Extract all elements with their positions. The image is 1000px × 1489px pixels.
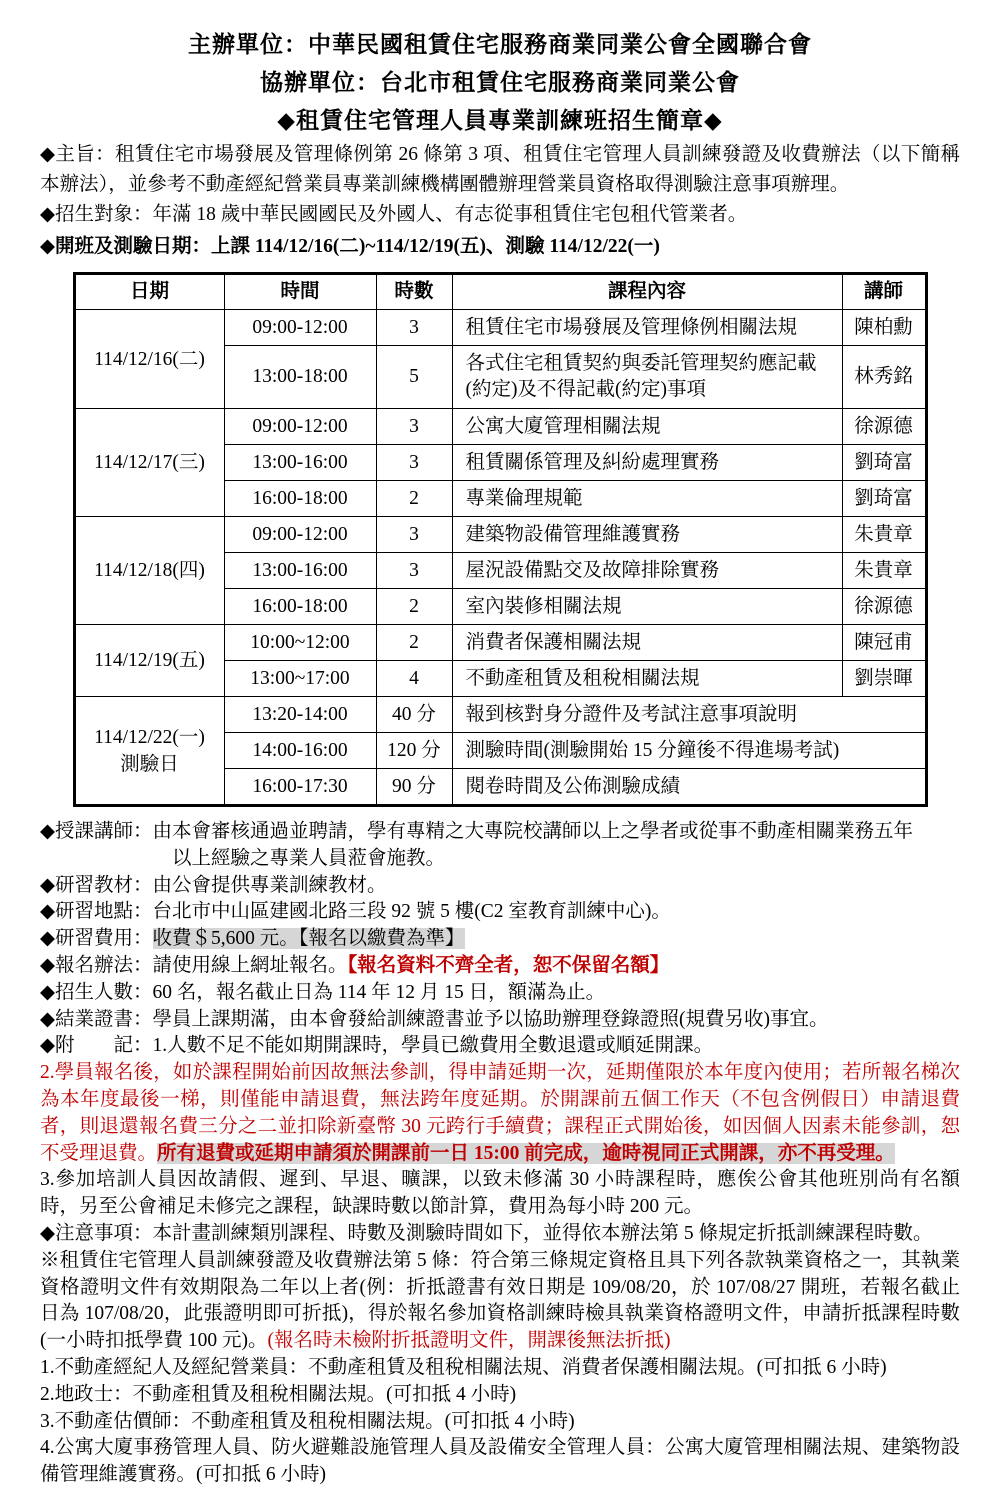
exam-date: 114/12/22(一) [94,726,205,748]
fee-note [40,926,960,953]
hours-cell: 3 [376,409,452,445]
hours-cell: 3 [376,445,452,481]
date-cell: 114/12/18(四) [74,517,224,625]
header-lecturer: 講師 [842,274,926,310]
refund-text: 2.學員報名後，如於課程開始前因故無法參訓，得申請延期一次，延期僅限於本年度內使用；若所報名梯次為本年度最後一梯，則僅能申請退費，無法跨年度延期。於開課前五個工作天（不包含例假日）申請退費者，則退還報名費三分之二並扣除新臺幣 30 元跨行手續費；課程正式開始後，如因個人因素未能參訓，恕不受理退費。 [40,1062,960,1164]
header-hours: 時數 [376,274,452,310]
hours-cell: 90 分 [376,769,452,806]
signup-label: ◆報名辦法：請使用線上網址報名。 [40,954,348,976]
table-row [74,310,926,346]
quota-note: ◆招生人數：60 名，報名截止日為 114 年 12 月 15 日，額滿為止。 [40,981,606,1003]
attention-note: ◆注意事項：本計畫訓練類別課程、時數及測驗時間如下，並得依本辦法第 5 條規定折抵訓練課程時數。 [40,1222,933,1244]
lecturer-cell: 朱貴章 [842,517,926,553]
dates-line [40,230,960,263]
deduction-item-1: 1.不動產經紀人及經紀營業員：不動產租賃及租稅相關法規、消費者保護相關法規。(可扣抵 6 小時) [40,1356,887,1378]
content-cell: 報到核對身分證件及考試注意事項說明 [452,697,926,733]
content-cell: 公寓大廈管理相關法規 [452,409,842,445]
organizer-line: 主辦單位：中華民國租賃住宅服務商業同業公會全國聯合會 [188,32,812,57]
time-cell: 16:00-18:00 [224,589,376,625]
content-cell: 測驗時間(測驗開始 15 分鐘後不得進場考試) [452,733,926,769]
header-content: 課程內容 [452,274,842,310]
co-organizer-line: 協辦單位：台北市租賃住宅服務商業同業公會 [260,70,740,95]
deduction-paragraph [40,1248,960,1355]
lecturer-cell: 陳柏勳 [842,310,926,346]
content-cell: 閱卷時間及公佈測驗成績 [452,769,926,806]
table-row [74,697,926,733]
date-cell: 114/12/19(五) [74,625,224,697]
lecturer-cell: 朱貴章 [842,553,926,589]
hours-cell: 2 [376,481,452,517]
header-date: 日期 [74,274,224,310]
lecturers-note-line2: 以上經驗之專業人員蒞會施教。 [172,847,446,869]
target-paragraph: ◆招生對象：年滿 18 歲中華民國國民及外國人、有志從事租賃住宅包租代管業者。 [40,204,748,225]
hours-cell: 2 [376,589,452,625]
content-cell: 租賃住宅市場發展及管理條例相關法規 [452,310,842,346]
hours-cell: 4 [376,661,452,697]
time-cell: 13:00-16:00 [224,445,376,481]
lecturers-note-line1: ◆授課講師：由本會審核通過並聘請，學有專精之大專院校講師以上之學者或從事不動產相關業務五年 [40,821,913,842]
deduction-text: ※租賃住宅管理人員訓練發證及收費辦法第 5 條：符合第三條規定資格且具下列各款執業資格之一，其執業資格證明文件有效期限為二年以上者(例：折抵證書有效日期是 109/08/20，於 107/08/27 開班，若報名截止日為 107/08/20，此張證明即可折抵)，得於報名參加資格訓練時檢具執業資格證明文件，申請折抵課程時數(一小時扣抵學費 100 元)。 [40,1249,960,1352]
time-cell: 09:00-12:00 [224,517,376,553]
hours-cell: 3 [376,310,452,346]
content-cell: 建築物設備管理維護實務 [452,517,842,553]
lecturer-cell: 林秀銘 [842,346,926,409]
schedule-table [73,272,928,807]
exam-date-note: 測驗日 [120,753,179,775]
table-row [74,409,926,445]
signup-note [40,953,960,980]
time-cell: 13:00-16:00 [224,553,376,589]
hours-cell: 3 [376,517,452,553]
hours-cell: 120 分 [376,733,452,769]
lecturer-cell: 徐源德 [842,409,926,445]
content-cell: 不動產租賃及租稅相關法規 [452,661,842,697]
hours-cell: 3 [376,553,452,589]
time-cell: 16:00-17:30 [224,769,376,806]
lecturer-cell: 劉琦富 [842,445,926,481]
fee-highlight: 收費＄5,600 元。【報名以繳費為準】 [152,928,465,950]
time-cell: 10:00~12:00 [224,625,376,661]
deduction-warning: (報名時未檢附折抵證明文件，開課後無法折抵) [267,1330,671,1352]
time-cell: 14:00-16:00 [224,733,376,769]
subject-paragraph: ◆主旨：租賃住宅市場發展及管理條例第 26 條第 3 項、租賃住宅管理人員訓練發證及收費辦法（以下簡稱本辦法），並參考不動產經紀營業員專業訓練機構團體辦理營業員資格取得測驗注意事項辦理。 [40,144,960,195]
content-cell: 屋況設備點交及故障排除實務 [452,553,842,589]
time-cell: 13:00~17:00 [224,661,376,697]
header-time: 時間 [224,274,376,310]
location-note: ◆研習地點：台北市中山區建國北路三段 92 號 5 樓(C2 室教育訓練中心)。 [40,901,671,923]
date-cell [74,697,224,806]
time-cell: 13:20-14:00 [224,697,376,733]
certificate-note: ◆結業證書：學員上課期滿，由本會發給訓練證書並予以協助辦理登錄證照(規費另收)事宜。 [40,1008,829,1030]
table-row [74,625,926,661]
time-cell: 16:00-18:00 [224,481,376,517]
refund-paragraph [40,1060,960,1167]
page-title: ◆租賃住宅管理人員專業訓練班招生簡章◆ [277,108,723,133]
content-cell: 室內裝修相關法規 [452,589,842,625]
signup-warning: 【報名資料不齊全者，恕不保留名額】 [347,954,670,976]
hours-cell: 2 [376,625,452,661]
deduction-item-3: 3.不動產估價師：不動產租賃及租稅相關法規。(可扣抵 4 小時) [40,1410,575,1432]
date-cell: 114/12/17(三) [74,409,224,517]
time-cell: 09:00-12:00 [224,310,376,346]
appendix-note-1: ◆附 記：1.人數不足不能如期開課時，學員已繳費用全數退還或順延開課。 [40,1035,714,1057]
lecturer-cell: 劉崇暉 [842,661,926,697]
hours-cell: 5 [376,346,452,409]
content-cell: 專業倫理規範 [452,481,842,517]
lecturer-cell: 劉琦富 [842,481,926,517]
dates-value: 上課 114/12/16(二)~114/12/19(五)、測驗 114/12/22(一) [211,236,660,257]
dates-label: ◆開班及測驗日期： [40,236,211,257]
content-cell: 各式住宅租賃契約與委託管理契約應記載(約定)及不得記載(約定)事項 [452,346,842,409]
hours-cell: 40 分 [376,697,452,733]
deduction-item-4: 4.公寓大廈事務管理人員、防火避難設施管理人員及設備安全管理人員：公寓大廈管理相關法規、建築物設備管理維護實務。(可扣抵 6 小時) [40,1437,960,1486]
deduction-item-2: 2.地政士：不動產租賃及租稅相關法規。(可扣抵 4 小時) [40,1383,517,1405]
content-cell: 租賃關係管理及糾紛處理實務 [452,445,842,481]
fee-label: ◆研習費用： [40,928,153,950]
lecturer-cell: 陳冠甫 [842,625,926,661]
materials-note: ◆研習教材：由公會提供專業訓練教材。 [40,874,387,896]
refund-deadline-highlight: 所有退費或延期申請須於開課前一日 15:00 前完成，逾時視同正式開課，亦不再受理。 [157,1142,895,1164]
date-cell: 114/12/16(二) [74,310,224,409]
content-cell: 消費者保護相關法規 [452,625,842,661]
lecturer-cell: 徐源德 [842,589,926,625]
table-row [74,517,926,553]
makeup-paragraph: 3.參加培訓人員因故請假、遲到、早退、曠課，以致未修滿 30 小時課程時，應俟公會其他班別尚有名額時，另至公會補足未修完之課程，缺課時數以節計算，費用為每小時 200 元。 [40,1169,960,1218]
schedule-header-row [74,274,926,310]
time-cell: 09:00-12:00 [224,409,376,445]
notes-section [40,819,960,1489]
time-cell: 13:00-18:00 [224,346,376,409]
